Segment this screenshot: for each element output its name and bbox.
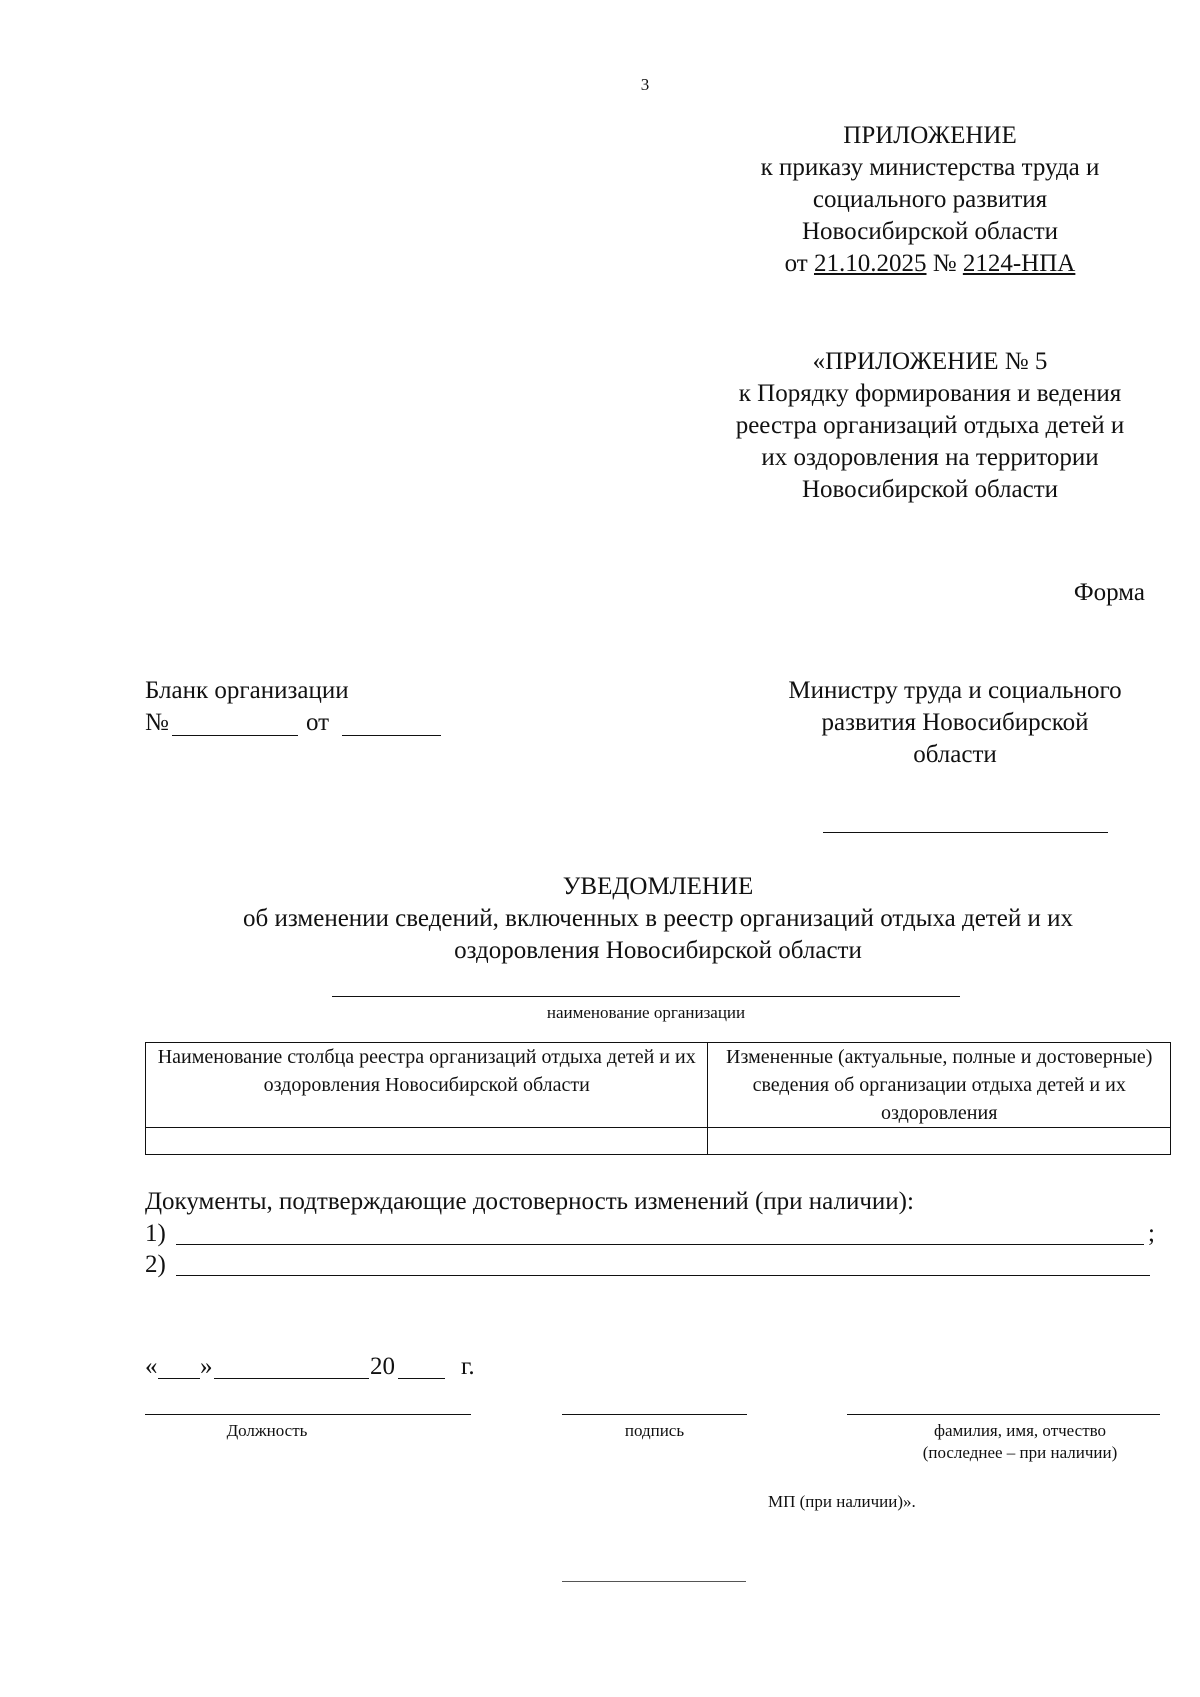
table-cell-changes[interactable] (708, 1128, 1171, 1155)
documents-item-2-label: 2) (145, 1251, 166, 1278)
documents-heading: Документы, подтверждающие достоверность изменений (при наличии): (145, 1188, 914, 1215)
table-cell-column[interactable] (146, 1128, 708, 1155)
date-year-prefix: 20 (370, 1353, 395, 1380)
annex-date-prefix: от (784, 250, 808, 277)
end-divider (562, 1581, 746, 1582)
blank-number-sign: № (145, 709, 169, 736)
full-name-caption-line-2: (последнее – при наличии) (922, 1443, 1118, 1462)
appendix5-line-4: Новосибирской области (801, 476, 1059, 503)
table-header-row (146, 1043, 1171, 1128)
full-name-caption (870, 1420, 1170, 1464)
addressee-block (755, 675, 1155, 771)
position-caption: Должность (226, 1421, 308, 1440)
blank-title: Бланк организации (145, 677, 349, 704)
changes-table (145, 1042, 1171, 1155)
notice-title: УВЕДОМЛЕНИЕ (562, 873, 754, 900)
addressee-line-2: развития Новосибирской (821, 709, 1089, 736)
annex-number-sign: № (932, 250, 957, 277)
appendix5-line-3: их оздоровления на территории (761, 444, 1099, 471)
date-open-quote: « (145, 1353, 158, 1380)
table-header-changes: Измененные (актуальные, полные и достоверные) сведения об организации отдыха детей и их оздоровления (708, 1043, 1171, 1128)
notice-block (145, 871, 1171, 967)
blank-date-word: от (306, 709, 330, 736)
full-name-caption-line-1: фамилия, имя, отчество (933, 1421, 1107, 1440)
table-row (146, 1128, 1171, 1155)
table-header-column: Наименование столбца реестра организаций отдыха детей и их оздоровления Новосибирской области (146, 1043, 708, 1128)
appendix5-line-2: реестра организаций отдыха детей и (735, 412, 1125, 439)
appendix5-title: «ПРИЛОЖЕНИЕ № 5 (812, 348, 1048, 375)
signature-line[interactable] (562, 1414, 747, 1415)
annex-date: 21.10.2025 (814, 250, 927, 277)
addressee-name-line[interactable] (823, 832, 1108, 833)
date-year-suffix: г. (461, 1353, 475, 1380)
blank-number-line[interactable] (172, 735, 298, 736)
notice-line-2: оздоровления Новосибирской области (454, 937, 862, 964)
documents-item-1-end: ; (1148, 1220, 1155, 1247)
annex-line-1: к приказу министерства труда и (760, 154, 1100, 181)
documents-item-1-line[interactable] (176, 1244, 1144, 1245)
documents-item-1-label: 1) (145, 1220, 166, 1247)
addressee-line-3: области (913, 741, 997, 768)
addressee-line-1: Министру труда и социального (788, 677, 1122, 704)
signature-caption: подпись (624, 1421, 685, 1440)
organization-name-caption: наименование организации (546, 1003, 746, 1022)
annex-line-3: Новосибирской области (801, 218, 1059, 245)
annex-number: 2124-НПА (962, 250, 1076, 277)
date-day-line[interactable] (158, 1378, 200, 1379)
notice-line-1: об изменении сведений, включенных в реестр организаций отдыха детей и их (243, 905, 1073, 932)
appendix5-block (690, 346, 1170, 506)
position-line[interactable] (145, 1414, 471, 1415)
appendix5-line-1: к Порядку формирования и ведения (738, 380, 1122, 407)
annex-title: ПРИЛОЖЕНИЕ (843, 122, 1017, 149)
blank-date-line[interactable] (342, 735, 441, 736)
annex-line-2: социального развития (812, 186, 1048, 213)
date-year-line[interactable] (398, 1378, 445, 1379)
annex-block (700, 120, 1160, 280)
date-month-line[interactable] (214, 1378, 369, 1379)
page-number: 3 (640, 75, 650, 94)
form-label: Форма (1073, 579, 1145, 606)
annex-date-line (700, 248, 1160, 280)
full-name-line[interactable] (847, 1414, 1160, 1415)
stamp-note: МП (при наличии)». (768, 1492, 916, 1511)
date-close-quote: » (200, 1353, 213, 1380)
organization-name-line[interactable] (332, 996, 960, 997)
documents-item-2-line[interactable] (176, 1275, 1150, 1276)
